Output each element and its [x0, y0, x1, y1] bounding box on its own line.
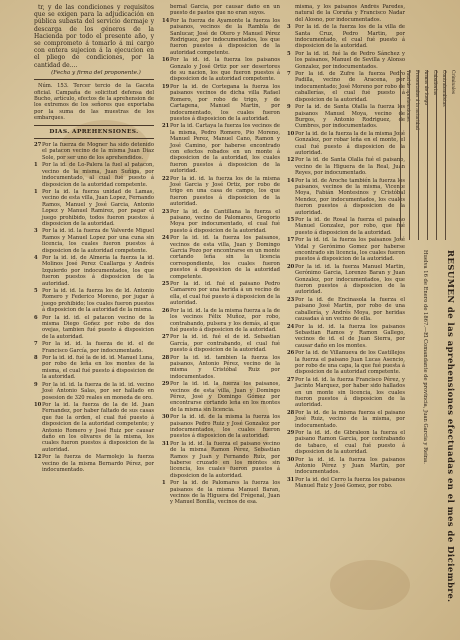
list-item — [162, 18, 280, 56]
item-text: Por la id. de la misma fuerza el paisano José Ruiz, vecino de la misma, por indocumentado. — [295, 409, 405, 429]
table-column — [427, 70, 437, 240]
divider — [34, 79, 154, 80]
item-text: Por la id. de Rosal la fuerza el paisano Manuel Gonzalez, por robo, que fué puesto á disposicion de la autoridad. — [295, 217, 405, 236]
item-text: Por la id. id. el patacon vecino de la misma Diego Goñez por robo de dos ovejas, tambien fué puesto á disposicion de la autoridad. — [42, 314, 154, 340]
item-text: Por la id. id. fué el de id. Sebastian García, por contrabando, el cual fué puesto á disposicion de la autoridad. — [170, 334, 280, 354]
item-day-number: 4 — [34, 254, 38, 261]
item-text: Por la id. de Villanueva de los Castillejos la fuerza el paisano Juan Lucas Asencio, por robo de una capa, la que fué puesta á disposicion de la autoridad competente. — [295, 350, 405, 376]
item-day-number: 27 — [287, 376, 295, 383]
item-day-number: 17 — [287, 237, 295, 244]
side-subtitle: Huelva 16 de Enero de 1867.—El Comandante de provincia, Juan Garcia y Reina. — [422, 250, 428, 464]
list-item — [34, 142, 154, 161]
item-text: Por la id. id. la de la misma fuerza a la de los vecinos Félix Muñoz, por robo, contrabando, pulsera y los demás, al que fué puesto á disposicion de la autoridad. — [170, 307, 280, 333]
list-item — [287, 104, 405, 130]
divider — [34, 138, 154, 139]
item-day-number: 23 — [287, 296, 295, 303]
item-text: Por la fuerza de Ayamonte la fuerza los paisanos, vecinos de la Rambla de Sanlucar, José de Otero y Manuel Pérez Rodriguez, por indocumentados, los que fueron puestos á disposicion de la autoridad competente. — [170, 17, 280, 56]
item-day-number: 26 — [287, 350, 295, 357]
item-text: Por la id. id. la fuerza los paisanos Gonzalo y José Ortiz por ser desertores de su nacion, los que fueron puestos á disposicion de la autoridad competente. — [170, 57, 280, 83]
item-text: Por la id. id. de Almeria la fuerza la id. Molinos José Perez Cuallarga y Andrés Izquierdo por indocumentados, los que fueron puestos á disposicion de la autoridad. — [42, 254, 154, 287]
apprehension-list-1 — [34, 142, 154, 473]
list-item — [162, 123, 280, 174]
table-column — [445, 70, 455, 240]
list-item — [287, 71, 405, 103]
item-text: Por la id. id. la fuerza Manuel Martin, Gerónimo Garcia, Lorenzo Baran y Juan Gonzalez, por indocumentados, los que fueron puestos á disposicion de la autoridad. — [295, 263, 405, 296]
divider — [34, 125, 154, 126]
item-text: Por la id. de Lo-Palera la fuel al patacon, vecino de la misma, Juan Suñiga, por indocumentado, al cual fué puesto á disposicion de la autoridad competente. — [42, 162, 154, 188]
list-item — [34, 454, 154, 473]
item-day-number: 14 — [287, 177, 295, 184]
item-text: Por la id. id. fué la de Pedro Sánchez y los paisanos, Manuel de Sevilla y Alonso Gonzalez, por indocumentados. — [295, 50, 405, 70]
signature-line: (Fecha y firma del proponente.) — [51, 69, 141, 76]
item-day-number: 16 — [162, 57, 170, 64]
item-text: Por la id. de Santa Olalla fué el paisano, vecino de la Higuera de la Real, Juan Reyes, por indocumentado. — [295, 157, 405, 177]
list-item — [287, 157, 405, 176]
table-header: Criminales — [450, 70, 455, 95]
list-item — [162, 381, 280, 413]
table-header: Contrabandistas — [441, 70, 446, 107]
list-item — [162, 334, 280, 353]
apprehension-list-3 — [287, 4, 405, 490]
item-text: Por la id. id. la fuerza los de ld. Antonio Romero y Federico Moreno, por jugar á juego prohibido; los cuales fueron puestos á disposicion de la autoridad de la misma. — [42, 288, 154, 314]
list-item — [162, 209, 280, 235]
list-item — [287, 297, 405, 323]
item-text: Por la id. id. de la misma la fuerza los paisanos Pedro Ruiz y José Gonzalez por indocumentados, los cuales fueron puestos á disposicion de la autoridad. — [170, 414, 280, 440]
side-title-block — [434, 250, 456, 640]
item-day-number: 12 — [287, 157, 295, 164]
table-column — [418, 70, 428, 240]
list-item — [287, 4, 405, 23]
item-text: Por la id. la fuerza unidad de Lamas, vecino de esta villa, Juan Lopez, Fernando Ramos, Manuel y José Garcia, Antonio Lopez y Manuel Ramirez, por pagar el juego prohibido, todos fueron puestos á disposicion de la autoridad. — [42, 188, 154, 227]
list-item — [287, 457, 405, 476]
item-day-number: 28 — [287, 409, 295, 416]
list-item — [287, 350, 405, 376]
list-item — [287, 477, 405, 490]
item-text: Por la id. id. la fuerza Francisco Pérez, y Jacinto Marquez, por haber sido hallados en un monte sin licencia, los cuales fueron puestos á disposicion de la autoridad. — [295, 376, 405, 409]
item-day-number: 27 — [162, 334, 170, 341]
list-item — [34, 288, 154, 314]
item-text: Por la id. del Cerro la fuerza los paisanos Manuel Ruiz y José Gomez, por robo. — [295, 476, 405, 490]
table-column — [409, 70, 419, 240]
item-day-number: 21 — [162, 123, 170, 130]
list-item — [34, 162, 154, 188]
column-1 — [34, 4, 154, 636]
item-day-number: 23 — [162, 208, 170, 215]
table-header: Presentados á la autoridad — [414, 70, 419, 130]
item-text: Por la id. de Aroche también la fuerza los paisanos, vecinos de la misma, Vicente Moya, Fabián Montesinos y Cristóbal Mendez, por indocumentados, los cuales fueron puestos á disposicion de la autoridad. — [295, 177, 405, 216]
list-item — [287, 217, 405, 236]
item-text: Por la id. id. fué el paisano Pedro Camarero por una herida á un vecino de ella, el cual fué puesto á disposicion de la autoridad. — [170, 281, 280, 307]
column-3 — [287, 4, 405, 636]
apprehension-list-2 — [162, 4, 280, 506]
item-text: Por la id. id. la fuerza el paisano vecino de la misma Ramon Pérez, Sebastian Ramos y Juan y Fernando Ruiz, por haberse cruzado en los montes sin licencia, los cuales fueron puestos á disposicion de la autoridad. — [170, 440, 280, 479]
list-item — [162, 355, 280, 381]
item-day-number: 24 — [162, 235, 170, 242]
item-text: Por la id. de Cortegana la fuerza los paisanos vecinos de dicha villa Rafael Romero, por robo de trigo, y de Cartagena, Manuel Martin, por indocumentado, los cuales fueron puestos á disposicion de la autoridad. — [170, 83, 280, 122]
item-day-number: 30 — [162, 414, 170, 421]
list-item — [287, 24, 405, 50]
item-day-number: 31 — [287, 476, 295, 483]
item-day-number: 31 — [162, 440, 170, 447]
item-day-number: 5 — [287, 50, 291, 57]
list-item — [162, 57, 280, 83]
list-item — [34, 382, 154, 401]
side-title: RESUMEN de las aprehensiones efectuadas en el mes de Diciembre. — [446, 250, 456, 603]
item-text: Por la id. de Cantillana la fuerza el paisano, vecino de Palomares, Gregorio Moya por indocumentado, el cual fué puesto á disposicion de la autoridad. — [170, 208, 280, 234]
item-text: Por la id. de la fuerza los de la villa de Santa Cruz, Pedro Martin, por indocumentado, el cual fué puesto á disposicion de la autoridad. — [295, 24, 405, 50]
list-item — [34, 189, 154, 227]
item-day-number: 3 — [287, 24, 291, 31]
list-item — [34, 355, 154, 381]
list-item — [162, 414, 280, 440]
list-item — [34, 228, 154, 254]
table-header: Armas de fuego — [423, 70, 428, 106]
item-text: Por la id. de Santa Olalla la fuerza los paisanos Manuel Moya, vecino de Burgos, y Antonio Rodriguez, de Cumbres, por indocumentados. — [295, 104, 405, 130]
item-day-number: 9 — [287, 104, 291, 111]
item-day-number: 25 — [162, 281, 170, 288]
item-day-number: 27 — [34, 142, 42, 149]
item-day-number: 28 — [162, 354, 170, 361]
table-column — [436, 70, 446, 240]
list-item — [287, 430, 405, 456]
item-day-number: 19 — [162, 83, 170, 90]
list-item — [287, 178, 405, 216]
item-day-number: 29 — [287, 430, 295, 436]
list-item — [34, 315, 154, 341]
item-day-number: 22 — [162, 175, 170, 182]
item-text: Por la id. Cartaya la fuerza los vecinos de la misma, Pedro Romero, Pio Moreno, Manuel Perez, Manuel Cano, Ramon y José Camino, por haberse encontrado con efectos robados en un monte á disposicion de la autoridad, los cuales fueron puestos á disposicion de la autoridad. — [170, 123, 280, 175]
column-2 — [162, 4, 280, 636]
list-item — [34, 402, 154, 453]
item-day-number: 1 — [34, 162, 38, 169]
list-item — [287, 51, 405, 70]
item-text: Por la id. id. la fuerza de la id. id. vecino José Antonio Salas, por ser hallado en posesion de 320 reales en moneda de oro. — [42, 381, 154, 401]
section-heading: DIAS. APREHENSIONES. — [49, 128, 139, 135]
table-header: Caballerías — [432, 70, 437, 96]
item-day-number: 30 — [287, 456, 295, 463]
list-item — [162, 480, 280, 506]
list-item — [34, 255, 154, 287]
item-text: Por la id. id. la fuerza de id. el de Francisco García, por indocumentado. — [42, 341, 154, 354]
list-item — [34, 341, 154, 354]
list-item — [287, 264, 405, 296]
item-day-number: 7 — [287, 71, 291, 78]
item-text: Por la id. la fuerza de la de ld. Juan Fernandez, por haber faltado de sus casas que fue la orden, el cual fué puesto á disposicion de la autoridad competente; y Antonio Romero y José Ruiz por causar daño en los olivares de la misma, los cuales fueron puestos á disposicion de la autoridad. — [42, 401, 154, 453]
item-text: Por la fuerza de Mogner ha sido detenido el patacon vecino de la misma Juan Diaz Sole, por ser uno de los aprehendidos. — [42, 142, 154, 161]
list-item — [287, 410, 405, 429]
item-day-number: 9 — [34, 381, 38, 388]
item-day-number: 14 — [162, 17, 170, 24]
list-item — [287, 377, 405, 409]
item-day-number: 29 — [162, 381, 170, 388]
list-item — [287, 324, 405, 350]
item-day-number: 12 — [34, 454, 42, 461]
item-day-number: 6 — [34, 314, 38, 321]
item-day-number: 8 — [34, 355, 38, 362]
item-text: Por la id. de Palomares la fuerza los paisanos de la misma Manuel Baran, vecinos de la Higuera del Frégenal, Juan y Manuel Bonilla, vecinos de esa. — [170, 480, 280, 506]
item-text: Por la id. id. la fuerza los de la misma José Garcia y José Ortiz, por robo de trigo en una casa de campo, los que fueron puestos á disposicion de la autoridad. — [170, 175, 280, 208]
item-day-number: 20 — [287, 263, 295, 270]
item-text: Por la id. id. la fuerza los paisanos Antonio Pérez y Juan Martin, por indocumentados. — [295, 456, 405, 476]
item-day-number: 1 — [34, 188, 38, 195]
item-text: Por la id. id. la fuerza de Valverde Miguel Ramos y Manuel Lopez por una cuna sin licencia, los cuales fueron puestos á disposicion de la autoridad competente. — [42, 228, 154, 254]
item-text: Por la id. id. la fuerza los paisanos José Vidal y Gerónimo Gomez por haberse encontrado sin licencia, los cuales fueron puestos á disposicion de la autoridad. — [295, 237, 405, 263]
list-item — [162, 235, 280, 280]
item-day-number: 7 — [34, 341, 38, 348]
item-text: Por la fuerza de Marmolejo la fuerza vecino de la misma Bernardo Pérez, por indocumentado. — [42, 454, 154, 473]
list-item — [287, 131, 405, 157]
list-item — [162, 308, 280, 334]
item-day-number: 10 — [287, 130, 295, 137]
item-text: Por la id. id. la fuerza los paisanos Sebastian Ramos y Ramon Gallego, vecinos de id. el de Juan Sierra, por causar daño en los montes. — [295, 323, 405, 349]
list-item — [162, 176, 280, 208]
table-column — [400, 70, 410, 240]
item-text: Por la id. id. de Gibraleon la fuerza el paisano Ramon Garcia, por contrabando de tabaco, el cual fué puesto á disposicion de la autoridad. — [295, 430, 405, 456]
item-text: Por la id. de Zufre la fuerza Pedro Padilla, vecino de Aracena, por indocumentado; José Moreno por robo de caballerías, el cual fué puesto á disposicion de la autoridad. — [295, 71, 405, 103]
item-text: misma, y los paisanos Andrés Paredes, natural de la Coruña y Francisco Nadar del Alosno, por indocumentados. — [295, 4, 405, 23]
item-day-number: 1 — [162, 480, 166, 487]
item-day-number: 24 — [287, 323, 295, 330]
item-text: bernal Garcia, por causar daño en un puesto de pastos que no eran suyos. — [170, 4, 280, 17]
item-text: Por la id. de la fuerza la de la misma José Gonzalez, por robar leña en el monte, el cual fué puesto á disposicion de la autoridad. — [295, 130, 405, 156]
item-text: Por la id. id. la fuerza los paisanos, vecinos de esta villa, Juan y Domingo Pérez, José y Domingo Gómez por encontrarse cortando leña en los montes de la misma sin licencia. — [170, 381, 280, 413]
item-text: Por la id. id. fué la de id. id. Manuel Luna, por robo de leña en los montes de la misma, el cual fué puesto á disposicion de la autoridad. — [42, 355, 154, 381]
summary-table — [400, 70, 454, 240]
list-item — [287, 237, 405, 263]
intro-paragraph: tr, y de las condiciones y requisitos que se exigen para la adjudicación en pública subasta del servicio dermaje y descarga de los géneros de la Hacienda por todo el presente año, y se comprometo á tomarlo á mi cargo con entera sujecion á la ejecucion en el pliego de condiciones, por la cantidad de.... — [34, 4, 154, 69]
item-day-number: 10 — [34, 401, 42, 408]
table-header: Total de aprehensiones — [405, 70, 410, 122]
item-day-number: 3 — [34, 228, 38, 235]
list-item — [162, 84, 280, 122]
list-item — [162, 281, 280, 307]
side-subtitle-block — [414, 250, 428, 640]
list-item — [162, 4, 280, 17]
item-day-number: 15 — [287, 217, 295, 223]
list-item — [162, 441, 280, 479]
item-text: Por la id. id. tambien la fuerza los paisanos, Antonio Pérez, vecino de la misma y Cristóbal Ruiz por indocumentados. — [170, 354, 280, 380]
item-day-number: 5 — [34, 288, 38, 295]
item-text: Por la id. id. la fuerza los paisanos, vecinos de esta villa, Juan y Domingo Garcia Pozo por encontrarse en un monte cortando leña sin la licencia correspondiente, los cuales fueron puestos á disposicion de la autoridad competente. — [170, 235, 280, 280]
notice-paragraph: Núm. 153. Tercer tercio de la Gaceta oficial. Campaña de solicitud defensa del Bucho, artículo, efectos de la aprehension de los extremos de los señores que exportaba por la suma de las muestras de los embarques. — [34, 83, 154, 122]
item-text: Por la id. de Encinasola la fuerza el paisano José Martin, por robo de una caballería, y Andrés Moya, por heridas causadas á un vecino de ella. — [295, 296, 405, 323]
item-day-number: 26 — [162, 307, 170, 314]
